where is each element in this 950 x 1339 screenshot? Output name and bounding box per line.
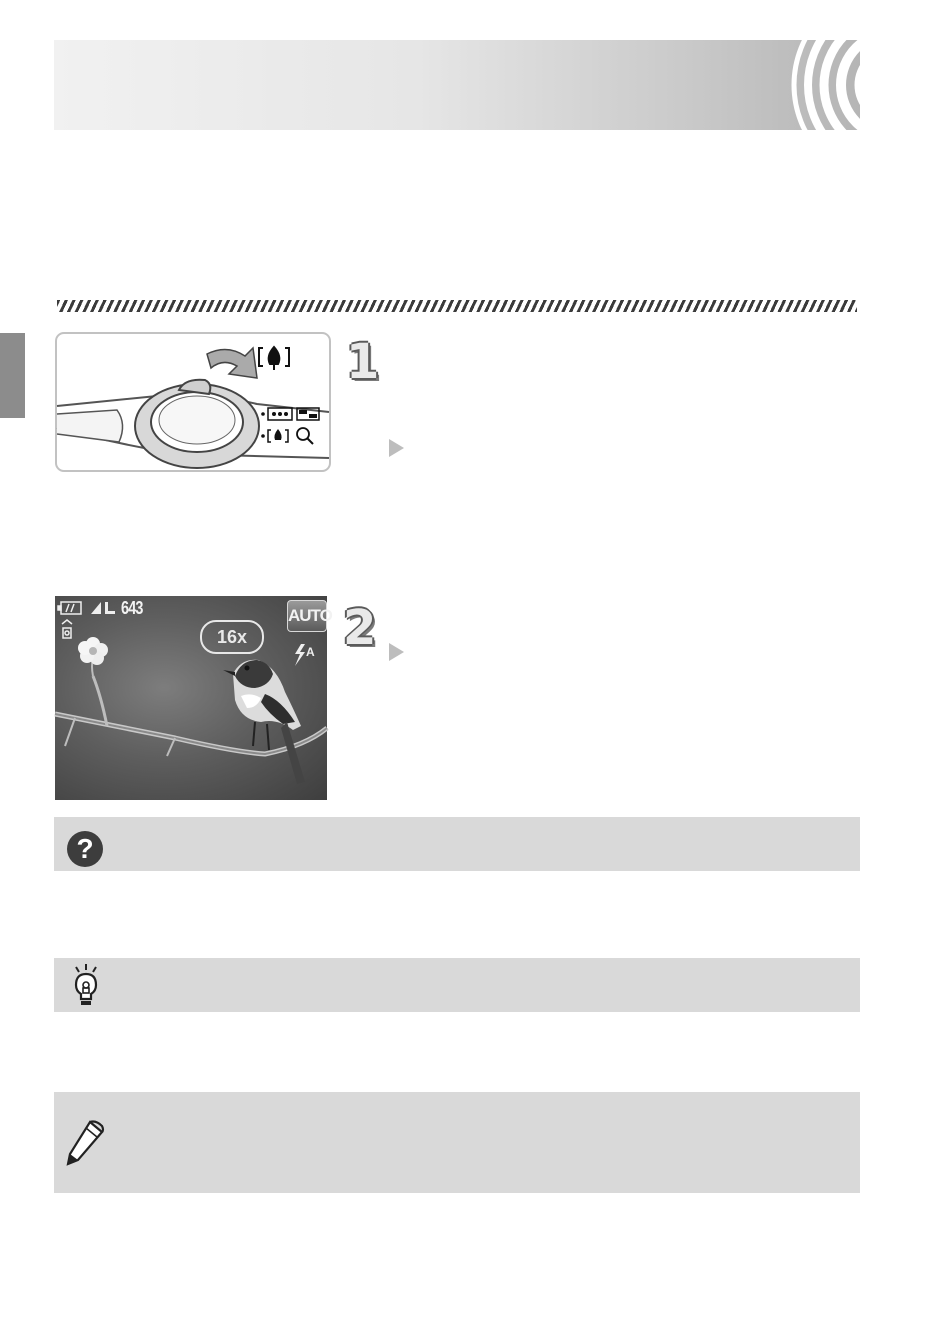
blossom-icon — [78, 637, 108, 665]
side-index-tab — [0, 333, 25, 418]
concentric-rings-icon — [744, 10, 944, 180]
zoom-lever-illustration — [55, 332, 331, 472]
bird-illustration — [223, 660, 305, 784]
scene-icon — [62, 620, 72, 638]
section-divider — [57, 300, 857, 312]
shots-remaining: 643 — [121, 598, 143, 618]
resolution-icon — [91, 602, 115, 614]
triangle-icon — [389, 643, 404, 661]
zoom-level-indicator: 16x — [200, 620, 264, 654]
camera-screen-illustration — [55, 596, 332, 800]
tip-box — [54, 958, 860, 1012]
question-box — [54, 817, 860, 871]
question-icon: ? — [67, 831, 103, 867]
telephoto-icon — [259, 347, 289, 370]
step-number-1: 1 — [346, 334, 380, 390]
flash-auto-icon — [295, 644, 315, 666]
step-number-2: 2 — [343, 600, 377, 656]
chapter-header-band — [54, 40, 860, 130]
svg-text:A: A — [306, 645, 315, 659]
triangle-icon — [389, 439, 404, 457]
battery-icon — [58, 602, 81, 614]
lightbulb-icon — [68, 963, 104, 1009]
note-box — [54, 1092, 860, 1193]
pencil-icon — [64, 1118, 108, 1168]
shooting-mode-badge: AUTO — [287, 600, 327, 632]
